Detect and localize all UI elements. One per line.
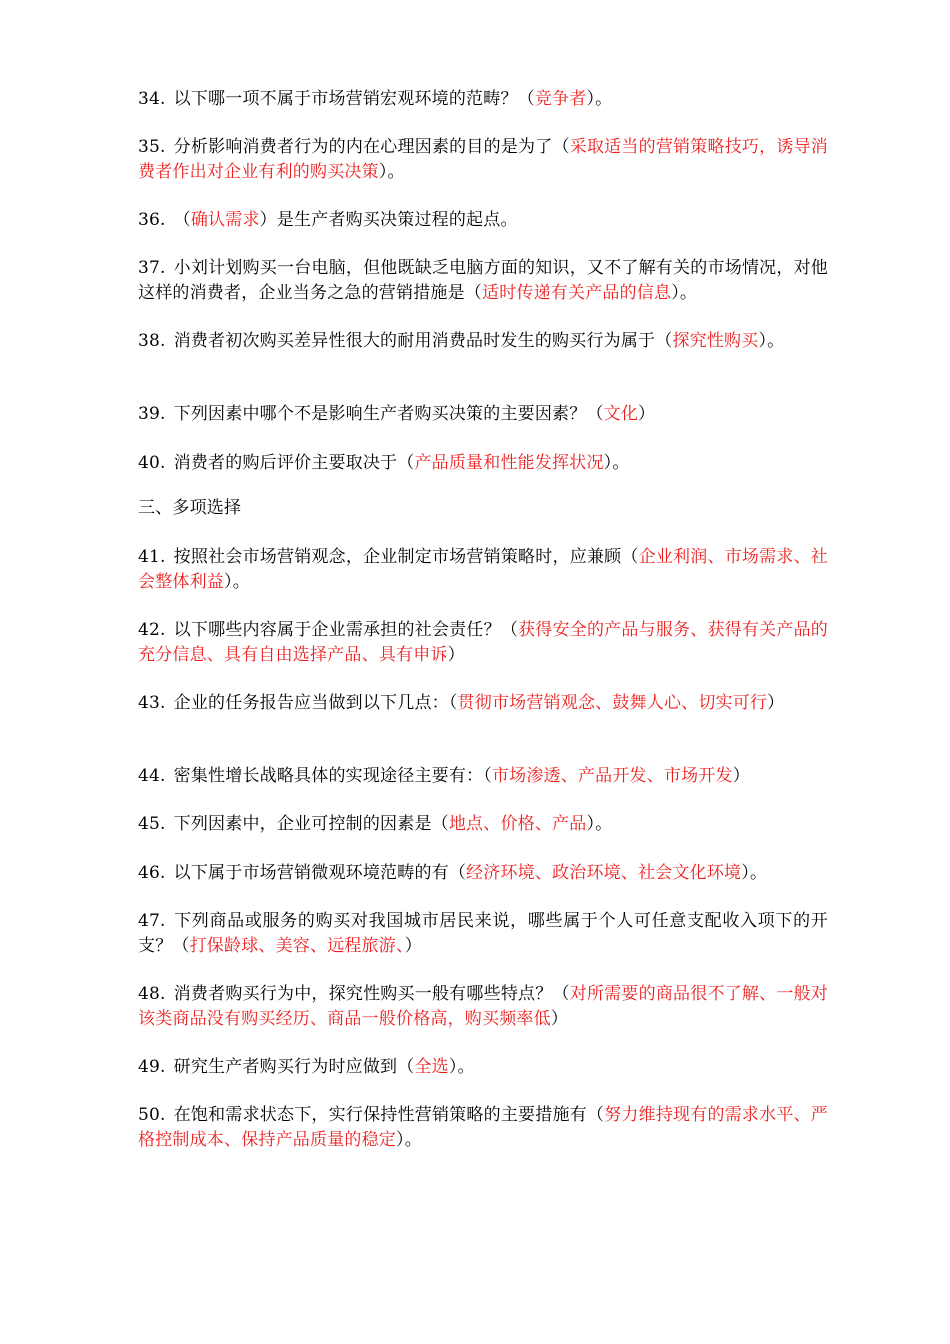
question-number: 45. xyxy=(138,814,166,834)
answer-text: 产品质量和性能发挥状况 xyxy=(414,453,604,473)
question-45 xyxy=(138,812,828,837)
question-number: 50. xyxy=(138,1105,166,1125)
question-37 xyxy=(138,256,828,306)
question-text: 按照社会市场营销观念，企业制定市场营销策略时，应兼顾（ xyxy=(173,547,639,567)
answer-text: 经济环境、政治环境、社会文化环境 xyxy=(466,863,742,883)
question-text-end: ）。 xyxy=(758,331,785,351)
question-text-end: ）是生产者购买决策过程的起点。 xyxy=(259,210,518,230)
question-41 xyxy=(138,545,828,595)
question-text-end: ）。 xyxy=(448,1057,475,1077)
question-text: 消费者的购后评价主要取决于（ xyxy=(173,453,415,473)
question-text-end: ） xyxy=(447,645,465,665)
answer-text: 全选 xyxy=(414,1057,449,1077)
question-number: 47. xyxy=(138,911,166,931)
question-text-end: ） xyxy=(767,693,785,713)
question-text: 研究生产者购买行为时应做到（ xyxy=(173,1057,415,1077)
question-35 xyxy=(138,135,828,185)
question-36 xyxy=(138,208,828,233)
question-text: 密集性增长战略具体的实现途径主要有：（ xyxy=(173,766,492,786)
question-text-end: ）。 xyxy=(224,572,250,592)
question-text: 分析影响消费者行为的内在心理因素的目的是为了（ xyxy=(173,137,570,157)
question-34 xyxy=(138,87,828,112)
question-50 xyxy=(138,1103,828,1153)
question-text-end: ） xyxy=(638,404,656,424)
question-text: 消费者初次购买差异性很大的耐用消费品时发生的购买行为属于（ xyxy=(173,331,673,351)
answer-text: 确认需求 xyxy=(190,210,260,230)
answer-text: 文化 xyxy=(603,404,639,424)
answer-text: 对所需要的商品很不了解、一般对该类商品没有购买经历、商品一般价格高，购买频率低 xyxy=(138,984,828,1029)
question-text: 以下哪些内容属于企业需承担的社会责任？（ xyxy=(173,620,519,640)
question-46 xyxy=(138,861,828,886)
question-text: 企业的任务报告应当做到以下几点：（ xyxy=(173,693,458,713)
question-39 xyxy=(138,402,828,427)
question-text: 下列商品或服务的购买对我国城市居民来说，哪些属于个人可任意支配收入项下的开支？（ xyxy=(138,911,828,956)
answer-text: 打保龄球、美容、远程旅游、 xyxy=(189,936,405,956)
answer-text: 探究性购买 xyxy=(672,331,759,351)
question-text-end: ）。 xyxy=(396,1130,422,1150)
question-text-end: ）。 xyxy=(378,162,405,182)
question-number: 38. xyxy=(138,331,166,351)
answer-text: 努力维持现有的需求水平、严格控制成本、保持产品质量的稳定 xyxy=(138,1105,828,1150)
question-48 xyxy=(138,982,828,1032)
question-number: 48. xyxy=(138,984,166,1004)
answer-text: 适时传递有关产品的信息 xyxy=(482,283,672,303)
answer-text: 获得安全的产品与服务、获得有关产品的充分信息、具有自由选择产品、具有申诉 xyxy=(138,620,828,665)
section-heading: 三、多项选择 xyxy=(138,498,242,518)
answer-text: 竞争者 xyxy=(534,89,587,109)
question-text: （ xyxy=(173,210,191,230)
question-43 xyxy=(138,691,828,716)
question-40 xyxy=(138,451,828,476)
question-text: 下列因素中哪个不是影响生产者购买决策的主要因素？（ xyxy=(173,404,604,424)
question-text: 消费者购买行为中，探究性购买一般有哪些特点？（ xyxy=(173,984,570,1004)
question-text: 以下哪一项不属于市场营销宏观环境的范畴？（ xyxy=(173,89,535,109)
question-49 xyxy=(138,1055,828,1080)
question-text: 以下属于市场营销微观环境范畴的有（ xyxy=(173,863,467,883)
question-text-end: ）。 xyxy=(586,89,613,109)
question-44 xyxy=(138,764,828,789)
question-number: 42. xyxy=(138,620,166,640)
question-number: 46. xyxy=(138,863,166,883)
answer-text: 采取适当的营销策略技巧，诱导消费者作出对企业有利的购买决策 xyxy=(138,137,828,182)
question-47 xyxy=(138,909,828,959)
question-text: 下列因素中，企业可控制的因素是（ xyxy=(173,814,449,834)
question-42 xyxy=(138,618,828,668)
answer-text: 贯彻市场营销观念、鼓舞人心、切实可行 xyxy=(457,693,768,713)
question-number: 43. xyxy=(138,693,166,713)
question-text-end: ） xyxy=(404,936,422,956)
question-text-end: ） xyxy=(550,1009,569,1029)
answer-text: 地点、价格、产品 xyxy=(448,814,587,834)
question-number: 34. xyxy=(138,89,166,109)
question-text: 在饱和需求状态下，实行保持性营销策略的主要措施有（ xyxy=(173,1105,605,1125)
question-text-end: ）。 xyxy=(671,283,698,303)
question-number: 44. xyxy=(138,766,166,786)
question-text: 小刘计划购买一台电脑，但他既缺乏电脑方面的知识，又不了解有关的市场情况，对他这样的消费者，企业当务之急的营销措施是（ xyxy=(138,258,828,303)
question-text-end: ） xyxy=(732,766,750,786)
question-text-end: ）。 xyxy=(586,814,613,834)
question-number: 35. xyxy=(138,137,166,157)
question-number: 36. xyxy=(138,210,166,230)
question-text-end: ）。 xyxy=(741,863,768,883)
question-38 xyxy=(138,329,828,354)
question-text-end: ）。 xyxy=(603,453,630,473)
question-number: 37. xyxy=(138,258,166,278)
question-number: 41. xyxy=(138,547,166,567)
answer-text: 企业利润、市场需求、社会整体利益 xyxy=(138,547,828,592)
question-number: 39. xyxy=(138,404,166,424)
question-number: 49. xyxy=(138,1057,166,1077)
answer-text: 市场渗透、产品开发、市场开发 xyxy=(491,766,733,786)
question-number: 40. xyxy=(138,453,166,473)
